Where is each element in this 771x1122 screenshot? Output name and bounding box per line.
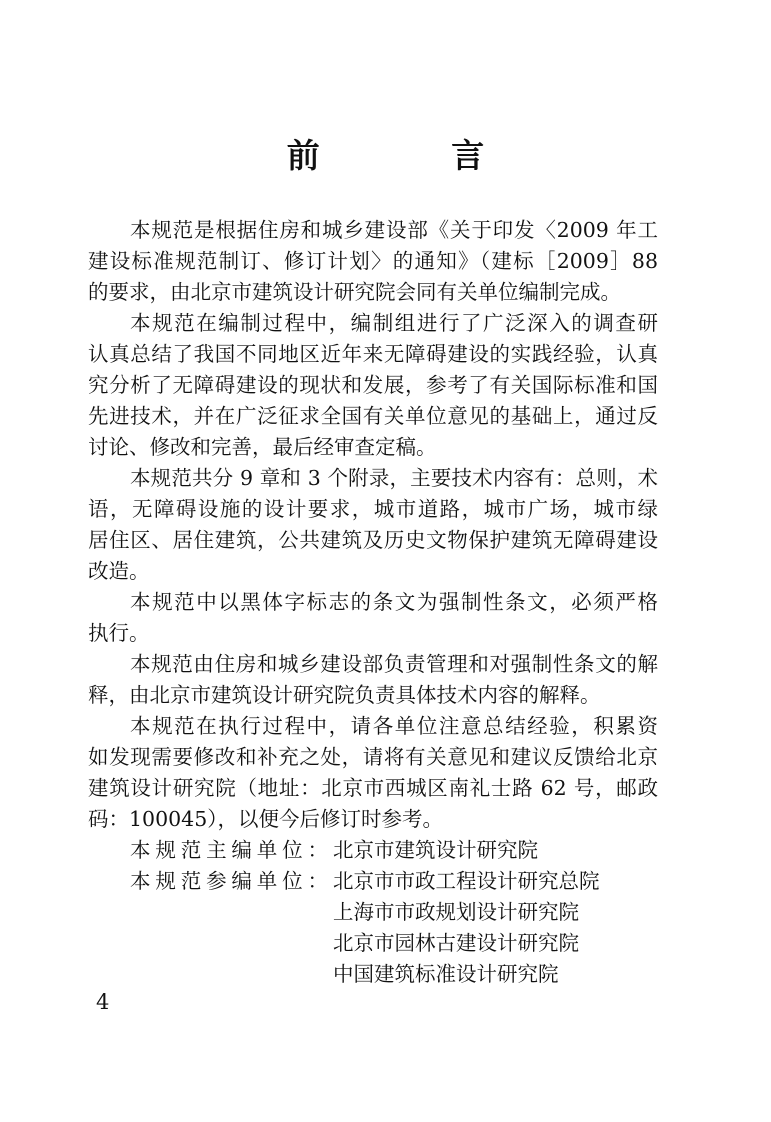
- text-line: 如发现需要修改和补充之处，请将有关意见和建议反馈给北京: [88, 745, 658, 769]
- paragraph: [88, 711, 658, 835]
- participating-unit: [88, 959, 658, 990]
- text-line: 居住区、居住建筑，公共建筑及历史文物保护建筑无障碍建设: [88, 528, 658, 552]
- text-line: 本规范是根据住房和城乡建设部《关于印发〈2009 年工: [130, 218, 658, 242]
- paragraph: [88, 463, 658, 587]
- text-line: 究分析了无障碍建设的现状和发展，参考了有关国际标准和国: [88, 373, 658, 397]
- paragraph: [88, 587, 658, 649]
- text-line: 释，由北京市建筑设计研究院负责具体技术内容的解释。: [88, 683, 601, 707]
- chief-unit-label: 本规范主编单位：: [130, 838, 328, 862]
- text-line: 的要求，由北京市建筑设计研究院会同有关单位编制完成。: [88, 280, 621, 304]
- text-line: 建设标准规范制订、修订计划〉的通知》（建标［2009］88: [88, 249, 658, 273]
- text-line: 先进技术，并在广泛征求全国有关单位意见的基础上，通过反: [88, 404, 658, 428]
- text-line: 本规范中以黑体字标志的条文为强制性条文，必须严格: [130, 590, 658, 614]
- preface-body: [88, 215, 658, 990]
- paragraph: [88, 308, 658, 463]
- text-line: 认真总结了我国不同地区近年来无障碍建设的实践经验，认真: [88, 342, 658, 366]
- chief-unit-value: 北京市建筑设计研究院: [333, 838, 538, 862]
- paragraph: [88, 215, 658, 308]
- participating-units-label: 本规范参编单位：: [130, 869, 328, 893]
- participating-unit: [88, 897, 658, 928]
- text-line: 本规范由住房和城乡建设部负责管理和对强制性条文的解: [130, 652, 658, 676]
- text-line: 执行。: [88, 621, 150, 645]
- paragraph: [88, 649, 658, 711]
- text-line: 本规范共分 9 章和 3 个附录，主要技术内容有：总则，术: [130, 466, 658, 490]
- text-line: 讨论、修改和完善，最后经审查定稿。: [88, 435, 437, 459]
- participating-unit-value: 北京市市政工程设计研究总院: [333, 869, 600, 893]
- participating-unit-value: 上海市市政规划设计研究院: [333, 900, 579, 924]
- page-title: 前 言: [286, 136, 545, 175]
- text-line: 本规范在编制过程中，编制组进行了广泛深入的调查研: [130, 311, 658, 335]
- participating-unit-value: 中国建筑标准设计研究院: [333, 962, 559, 986]
- participating-unit-value: 北京市园林古建设计研究院: [333, 931, 579, 955]
- text-line: 本规范在执行过程中，请各单位注意总结经验，积累资: [130, 714, 658, 738]
- participating-unit: [88, 866, 658, 897]
- chief-unit: [88, 835, 658, 866]
- text-line: 语，无障碍设施的设计要求，城市道路，城市广场，城市绿: [88, 497, 658, 521]
- text-line: 码：100045），以便今后修订时参考。: [88, 807, 444, 831]
- text-line: 建筑设计研究院（地址：北京市西城区南礼士路 62 号，邮政: [88, 776, 658, 800]
- text-line: 改造。: [88, 559, 150, 583]
- page-number: 4: [96, 990, 110, 1014]
- participating-unit: [88, 928, 658, 959]
